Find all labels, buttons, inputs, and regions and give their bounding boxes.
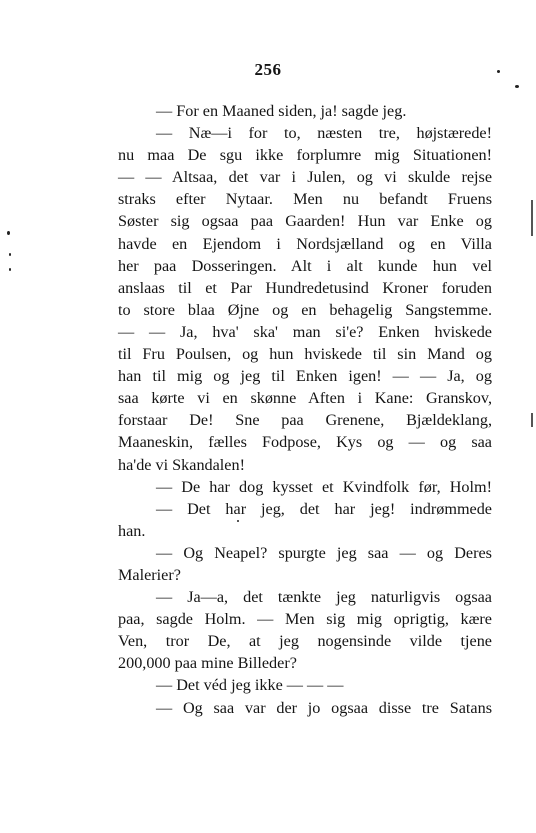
text-line: straks efter Nytaar. Men nu befandt Fruens: [118, 190, 492, 209]
text-line: saa kørte vi en skønne Aften i Kane: Granskov,: [118, 389, 492, 408]
scan-speck: [7, 231, 10, 235]
text-line: — Og Neapel? spurgte jeg saa — og Deres: [156, 543, 492, 562]
text-line: ha'de vi Skandalen!: [118, 455, 245, 474]
scan-speck: [515, 85, 519, 88]
scan-speck: [497, 70, 500, 73]
text-line: paa, sagde Holm. — Men sig mig oprigtig, kære: [118, 610, 492, 629]
text-line: — — Altsaa, det var i Julen, og vi skulde rejse: [118, 168, 492, 187]
text-line: to store blaa Øjne og en behagelig Sangstemme.: [118, 300, 492, 319]
text-line: — Og saa var der jo ogsaa disse tre Satans: [156, 698, 492, 717]
text-line: Ven, tror De, at jeg nogensinde vilde tjene: [118, 632, 492, 651]
page-number: 256: [254, 60, 282, 79]
text-line: — — Ja, hva' ska' man si'e? Enken hviskede: [118, 322, 492, 341]
scan-speck: [9, 253, 11, 256]
text-line: Søster sig ogsaa paa Gaarden! Hun var Enke og: [118, 212, 492, 231]
page-edge-mark: [531, 200, 533, 236]
text-line: — Ja—a, det tænkte jeg naturligvis ogsaa: [156, 588, 492, 607]
text-line: nu maa De sgu ikke forplumre mig Situationen!: [118, 146, 492, 165]
scan-speck: [237, 520, 239, 522]
text-line: han.: [118, 521, 146, 540]
scan-speck: [9, 268, 11, 271]
text-line: — Det véd jeg ikke — — —: [156, 676, 344, 695]
page-edge-mark: [531, 413, 533, 427]
text-line: forstaar De! Sne paa Grenene, Bjældeklang,: [118, 411, 492, 430]
text-line: — For en Maaned siden, ja! sagde jeg.: [156, 102, 407, 120]
text-line: — De har dog kysset et Kvindfolk før, Holm!: [156, 477, 492, 496]
text-line: Malerier?: [118, 565, 181, 584]
text-line: her paa Dosseringen. Alt i alt kunde hun vel: [118, 256, 492, 275]
text-line: — Næ—i for to, næsten tre, højstærede!: [156, 124, 492, 143]
body-text: [118, 100, 492, 719]
text-line: Maaneskin, fælles Fodpose, Kys og — og saa: [118, 433, 492, 452]
text-line: anslaas til et Par Hundredetusind Kroner foruden: [118, 278, 492, 297]
text-line: han til mig og jeg til Enken igen! — — Ja, og: [118, 367, 492, 386]
text-line: 200,000 paa mine Billeder?: [118, 654, 297, 673]
text-line: havde en Ejendom i Nordsjælland og en Villa: [118, 234, 492, 253]
text-line: til Fru Poulsen, og hun hviskede til sin Mand og: [118, 345, 492, 364]
text-line: — Det har jeg, det har jeg! indrømmede: [156, 499, 492, 518]
